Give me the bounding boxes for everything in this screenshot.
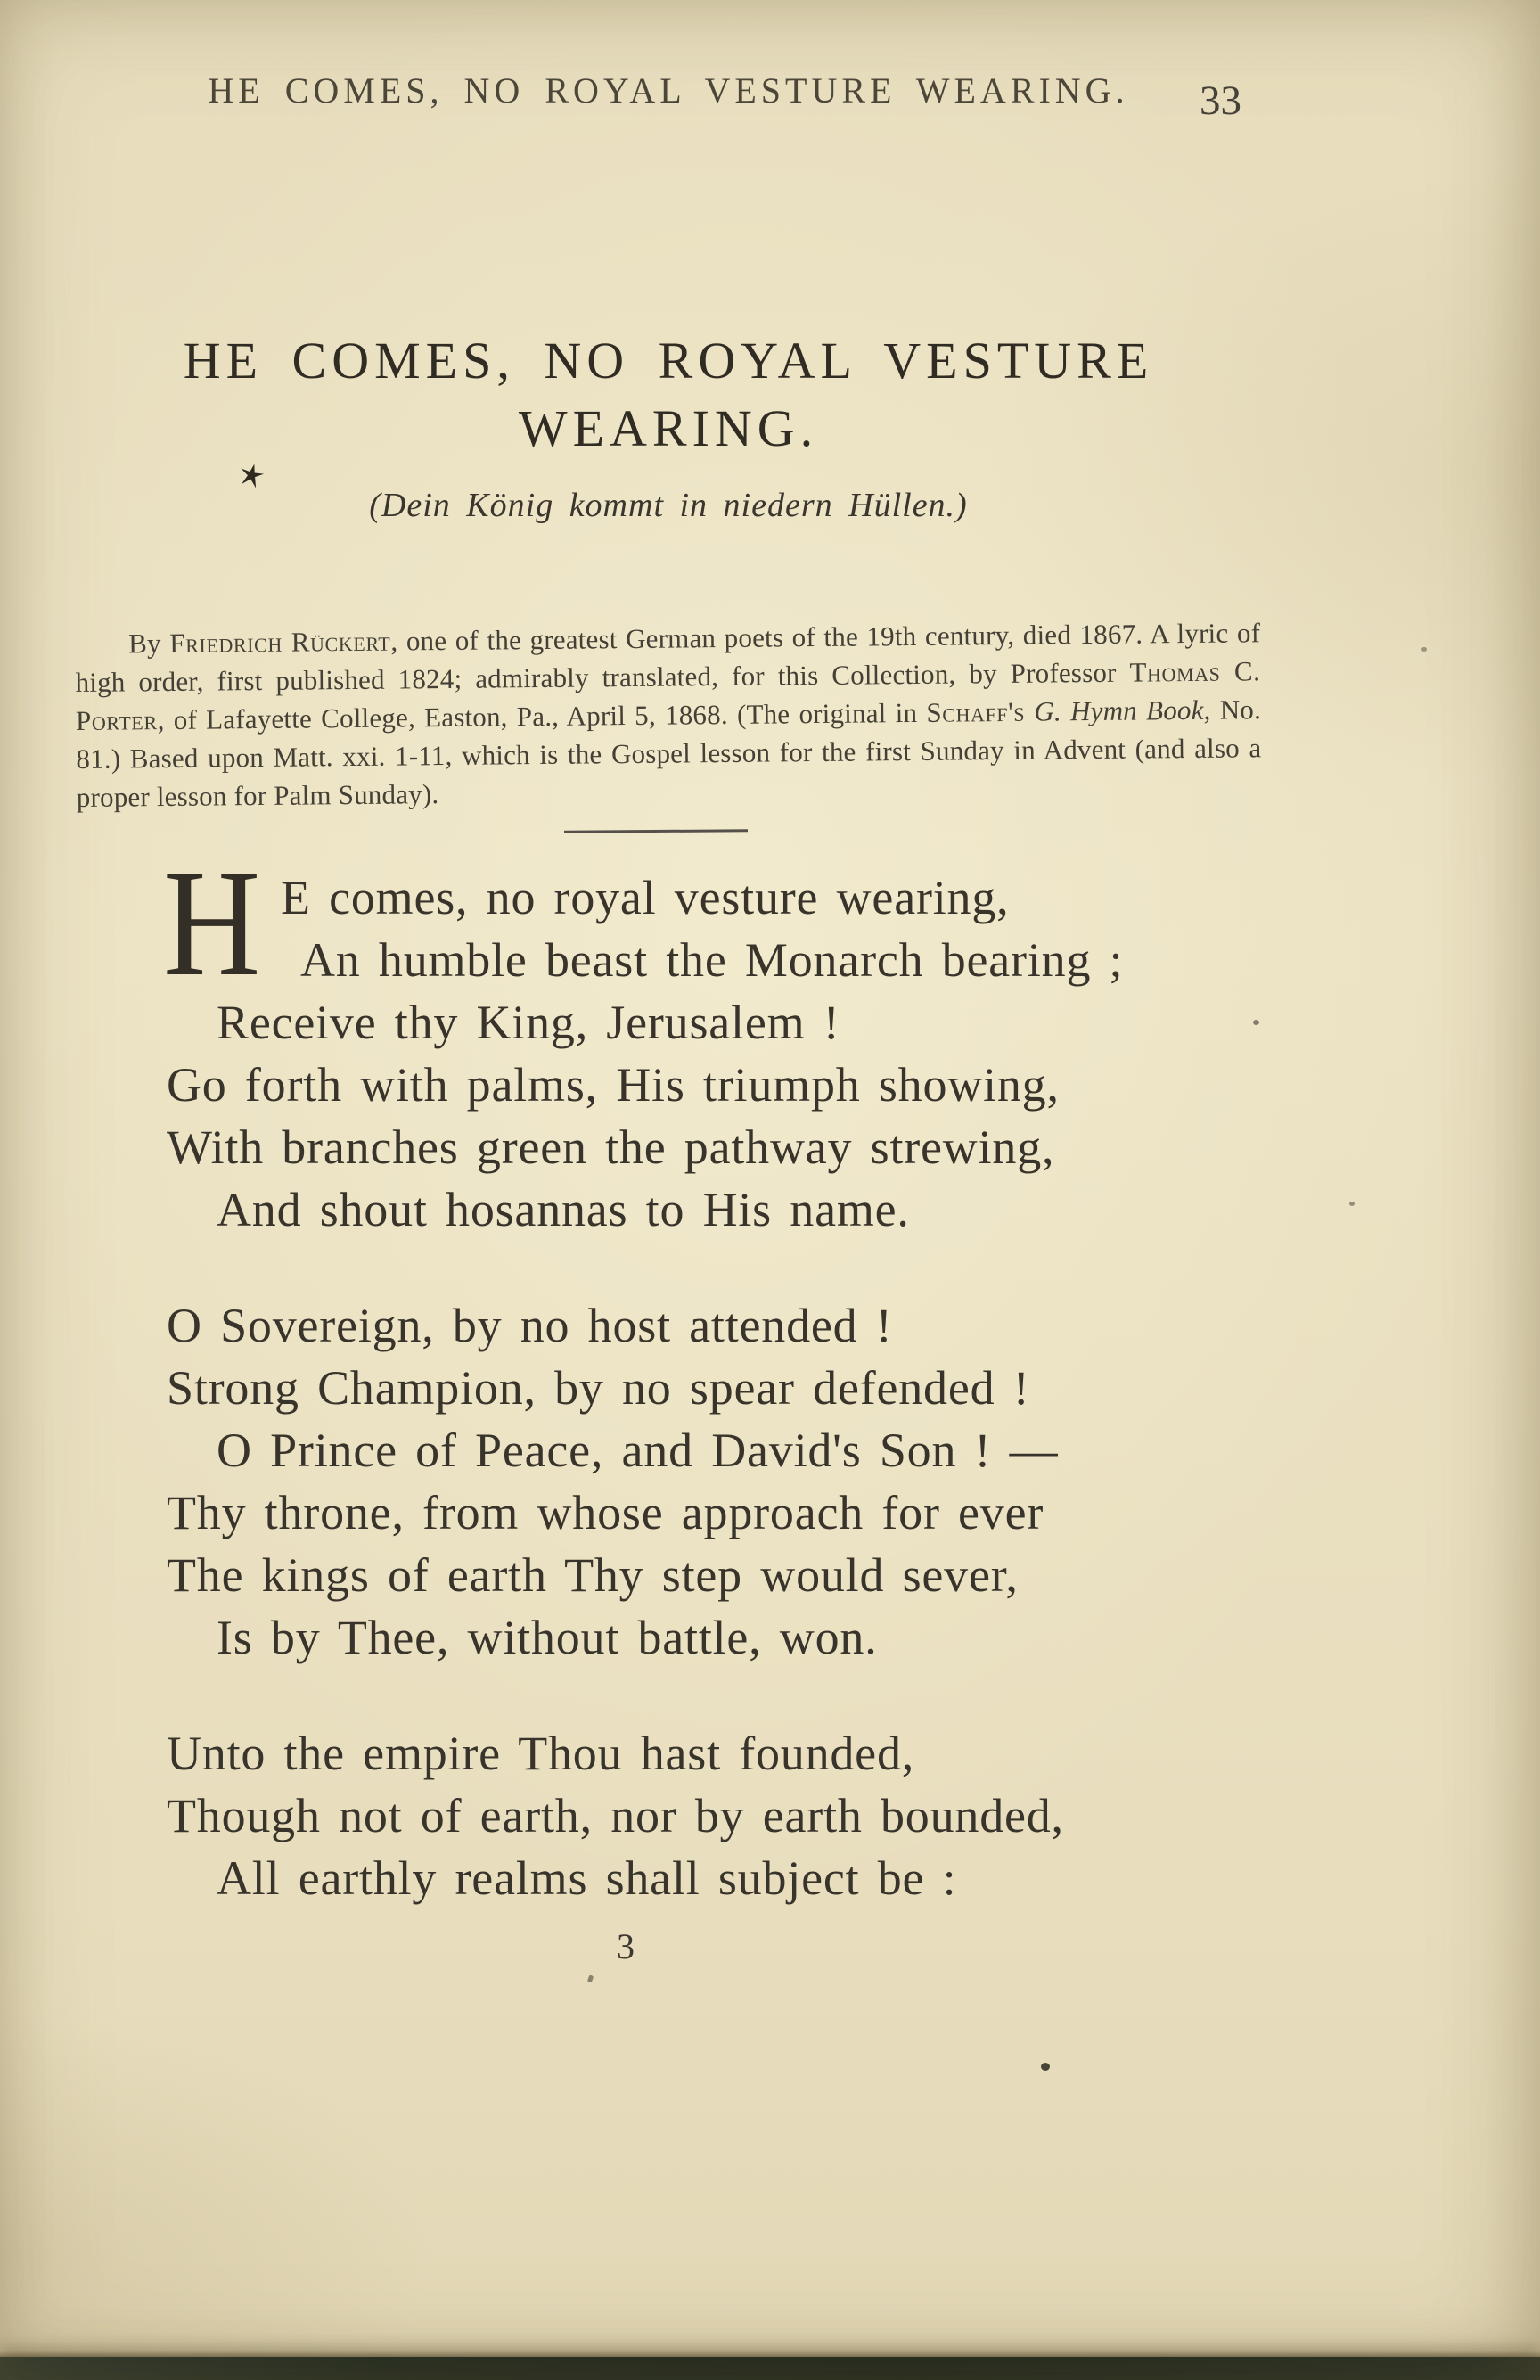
hymn-text [163, 839, 1261, 1909]
running-header [76, 70, 1261, 124]
poem-line: An humble beast the Monarch bearing ; [300, 933, 1124, 987]
hymn-title [76, 327, 1261, 463]
poem-line: Go forth with palms, His triumph showing, [167, 1058, 1060, 1112]
poem-line: Though not of earth, nor by earth bounded, [167, 1789, 1064, 1842]
section-divider-rule [564, 829, 748, 833]
scan-speck [1421, 647, 1427, 652]
poem-line: Is by Thee, without battle, won. [217, 1611, 878, 1664]
poem-line: All earthly realms shall subject be : [217, 1851, 957, 1905]
hymn-title-line1: HE COMES, NO ROYAL VESTURE [183, 332, 1154, 390]
poem-line: O Sovereign, by no host attended ! [167, 1299, 893, 1352]
editorial-note [75, 613, 1262, 817]
subtitle-row [76, 486, 1261, 536]
poem-line: Unto the empire Thou hast founded, [167, 1727, 915, 1780]
note-editor-name: Schaff's [926, 695, 1026, 728]
stanza-3 [167, 1722, 1261, 1909]
page-content [76, 0, 1261, 1967]
poem-line: Receive thy King, Jerusalem ! [217, 996, 840, 1049]
note-body-3: , No. 81.) Based upon Matt. xxi. 1-11, which is the Gospel lesson for the first Sunday in Advent (and also a proper lesson for Palm Sunday). [76, 693, 1262, 813]
poem-line: The kings of earth Thy step would sever, [167, 1548, 1019, 1602]
note-lead: By [128, 627, 170, 660]
scan-speck [1253, 1020, 1259, 1025]
stanza-1 [163, 839, 1261, 1241]
running-header-title: HE COMES, NO ROYAL VESTURE WEARING. [208, 70, 1129, 111]
note-body-1: , one of the greatest German poets of the 19th century, died 1867. A lyric of high order, first published 1824; admirably translated, for this Collection, by Professor [75, 617, 1261, 699]
scan-speck [1349, 1202, 1355, 1206]
note-book-title: G. Hymn Book [1025, 693, 1204, 727]
page-number: 33 [1200, 78, 1241, 124]
dropcap-initial: H [163, 839, 262, 1008]
poem-line: Strong Champion, by no spear defended ! [167, 1361, 1030, 1415]
scan-speck [587, 1974, 594, 1982]
original-german-title: (Dein König kommt in niedern Hüllen.) [369, 487, 968, 524]
book-edge-shadow [0, 2357, 1540, 2380]
note-body-2: , of Lafayette College, Easton, Pa., April 5, 1868. (The original in [157, 696, 927, 736]
note-author-name: Friedrich Rückert [169, 625, 391, 659]
signature-number: 3 [617, 1926, 635, 1966]
scan-speck [1041, 2063, 1050, 2071]
hymn-title-line2: WEARING. [518, 399, 819, 457]
poem-line: O Prince of Peace, and David's Son ! — [217, 1424, 1059, 1477]
poem-line: Thy throne, from whose approach for ever [167, 1486, 1044, 1539]
stanza-2 [167, 1294, 1261, 1669]
note-translator-name: Thomas C. Porter [75, 655, 1261, 736]
poem-line: And shout hosannas to His name. [217, 1183, 910, 1236]
ink-asterisk-icon [235, 460, 267, 492]
poem-line: With branches green the pathway strewing, [167, 1120, 1055, 1174]
poem-line: E comes, no royal vesture wearing, [281, 871, 1010, 924]
